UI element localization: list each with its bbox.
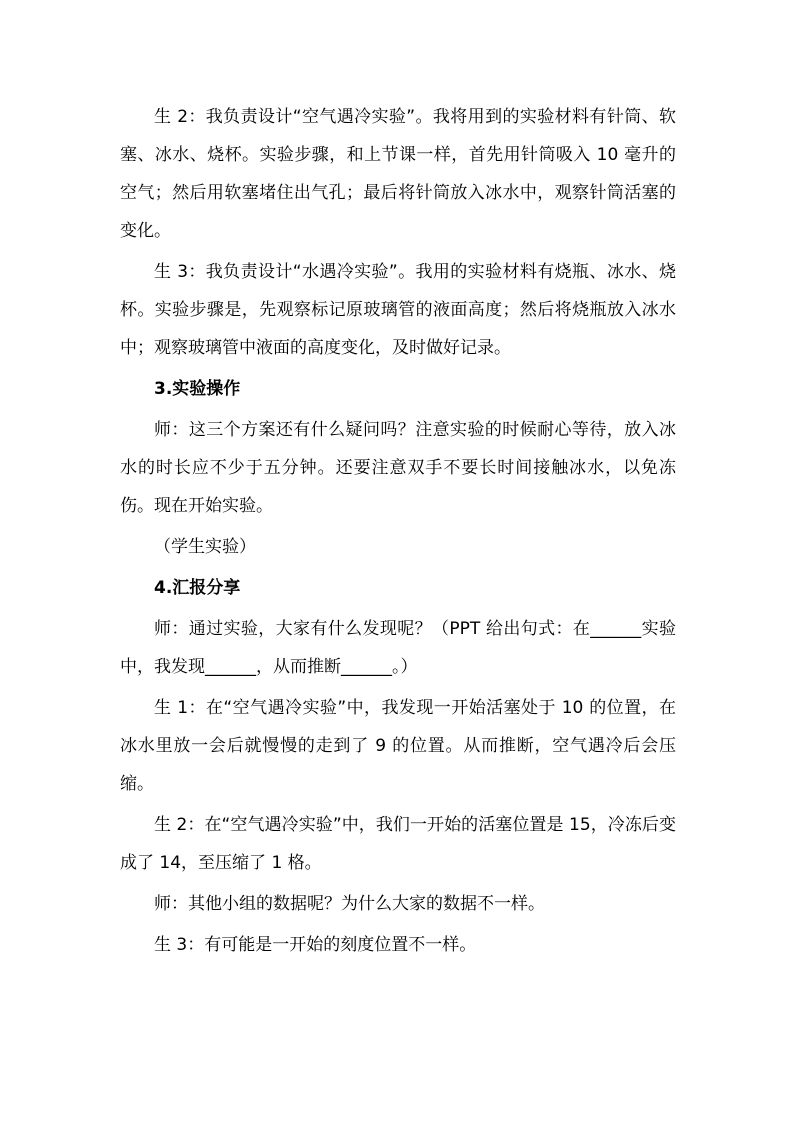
document-body <box>120 98 676 967</box>
paragraph-teacher-instructions: 师：这三个方案还有什么疑问吗？注意实验的时候耐心等待，放入冰水的时长应不少于五分钟。还要注意双手不要长时间接触冰水，以免冻伤。现在开始实验。 <box>120 420 676 516</box>
paragraph-student3-answer: 生 3：有可能是一开始的刻度位置不一样。 <box>154 935 477 955</box>
paragraph-student1-report: 生 1：在“空气遇冷实验”中，我发现一开始活塞处于 10 的位置，在冰水里放一会后就慢慢的走到了 9 的位置。从而推断，空气遇冷后会压缩。 <box>120 698 676 794</box>
paragraph-student-experiment-note: （学生实验） <box>154 537 256 557</box>
paragraph-student2-report: 生 2：在“空气遇冷实验”中，我们一开始的活塞位置是 15，冷冻后变成了 14，至压缩了 1 格。 <box>120 815 676 873</box>
paragraph-student2-design: 生 2：我负责设计“空气遇冷实验”。我将用到的实验材料有针筒、软塞、冰水、烧杯。实验步骤，和上节课一样，首先用针筒吸入 10 毫升的空气；然后用软塞堵住出气孔；最后将针筒放入冰水中，观察针筒活塞的变化。 <box>120 107 676 241</box>
paragraph-teacher-question: 师：通过实验，大家有什么发现呢？（PPT 给出句式：在______实验中，我发现______，从而推断______。） <box>120 619 676 677</box>
section-heading-report-share: 4.汇报分享 <box>154 578 241 598</box>
paragraph-student3-design: 生 3：我负责设计“水遇冷实验”。我用的实验材料有烧瓶、冰水、烧杯。实验步骤是，先观察标记原玻璃管的液面高度；然后将烧瓶放入冰水中；观察玻璃管中液面的高度变化，及时做好记录。 <box>120 262 676 358</box>
paragraph-teacher-followup: 师：其他小组的数据呢？为什么大家的数据不一样。 <box>154 894 545 914</box>
section-heading-experiment-operation: 3.实验操作 <box>154 379 241 399</box>
